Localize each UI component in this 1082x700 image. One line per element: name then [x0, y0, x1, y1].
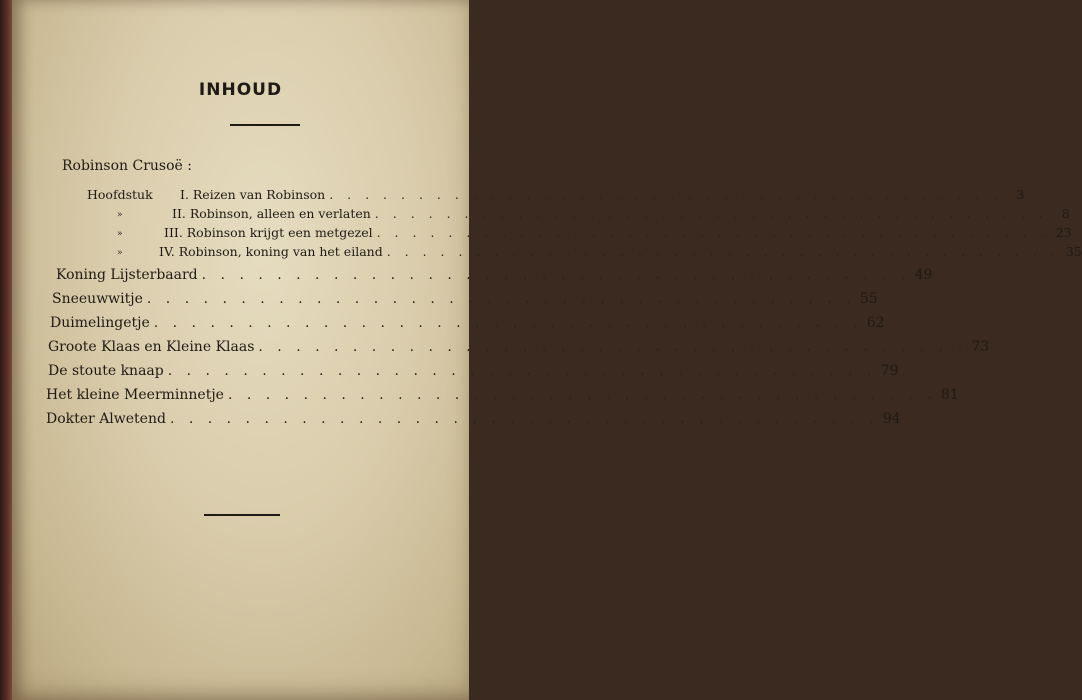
toc-entry-label: Sneeuwwitje — [52, 291, 143, 307]
toc-chapter-label: IV. Robinson, koning van het eiland — [159, 244, 383, 259]
toc-chapter-row — [164, 225, 1072, 240]
chapter-prefix: Hoofdstuk — [87, 187, 153, 202]
toc-page-number: 94 — [882, 411, 901, 427]
toc-chapter-label: II. Robinson, alleen en verlaten — [172, 206, 371, 221]
dot-leader: . . . . . . . . . . . . . . . . . . . . . . . . . . . . . . . . . . . . . . — [376, 225, 1050, 240]
toc-entry-label: De stoute knaap — [48, 363, 164, 379]
toc-page-number: 8 — [1061, 206, 1070, 221]
page-title: INHOUD — [198, 80, 283, 100]
toc-entry-label: Koning Lijsterbaard — [56, 267, 198, 283]
toc-chapter-row — [159, 244, 1082, 259]
toc-page-number: 55 — [859, 291, 878, 307]
dot-leader: . . . . . . . . . . . . . . . . . . . . . . . . . . . . . . . . . . . . . . — [169, 411, 879, 427]
toc-page-number: 3 — [1016, 187, 1025, 202]
dot-leader: . . . . . . . . . . . . . . . . . . . . . . . . . . . . . . . . . . . . . . — [153, 315, 863, 331]
ditto-mark: » — [117, 210, 123, 220]
section-heading: Robinson Crusoë : — [62, 158, 192, 174]
dot-leader: . . . . . . . . . . . . . . . . . . . . . . . . . . . . . . . . . . . . . . — [146, 291, 856, 307]
toc-entry-row — [52, 291, 878, 307]
toc-entry-row — [48, 363, 899, 379]
ditto-mark: » — [117, 248, 123, 258]
toc-entry-label: Groote Klaas en Kleine Klaas — [48, 339, 255, 355]
toc-page-number: 79 — [880, 363, 899, 379]
dot-leader: . . . . . . . . . . . . . . . . . . . . . . . . . . . . . . . . . . . . . . — [258, 339, 968, 355]
toc-entry-row — [56, 267, 933, 283]
toc-chapter-label: I. Reizen van Robinson — [180, 187, 326, 202]
toc-page-number: 73 — [971, 339, 990, 355]
toc-entry-row — [46, 411, 901, 427]
dot-leader: . . . . . . . . . . . . . . . . . . . . . . . . . . . . . . . . . . . . . . — [374, 206, 1048, 221]
toc-entry-row — [50, 315, 885, 331]
dot-leader: . . . . . . . . . . . . . . . . . . . . . . . . . . . . . . . . . . . . . . — [386, 244, 1060, 259]
toc-entry-label: Het kleine Meerminnetje — [46, 387, 224, 403]
book-spine — [0, 0, 12, 700]
toc-page-number: 81 — [940, 387, 959, 403]
toc-page-number: 62 — [866, 315, 885, 331]
toc-entry-label: Duimelingetje — [50, 315, 150, 331]
dot-leader: . . . . . . . . . . . . . . . . . . . . . . . . . . . . . . . . . . . . . . — [329, 187, 1003, 202]
toc-entry-row — [48, 339, 990, 355]
toc-entry-label: Dokter Alwetend — [46, 411, 166, 427]
dot-leader: . . . . . . . . . . . . . . . . . . . . . . . . . . . . . . . . . . . . . . — [167, 363, 877, 379]
dot-leader: . . . . . . . . . . . . . . . . . . . . . . . . . . . . . . . . . . . . . . — [201, 267, 911, 283]
ditto-mark: » — [117, 229, 123, 239]
toc-chapter-label: III. Robinson krijgt een metgezel — [164, 225, 373, 240]
bottom-rule — [204, 514, 280, 516]
title-rule — [230, 124, 300, 126]
toc-chapter-row — [172, 206, 1070, 221]
dot-leader: . . . . . . . . . . . . . . . . . . . . . . . . . . . . . . . . . . . . . . — [227, 387, 937, 403]
toc-page-number: 23 — [1055, 225, 1072, 240]
toc-page-number: 49 — [914, 267, 933, 283]
toc-entry-row — [46, 387, 959, 403]
toc-chapter-row — [180, 187, 1025, 202]
book-page — [12, 0, 1082, 700]
toc-page-number: 35 — [1065, 244, 1082, 259]
